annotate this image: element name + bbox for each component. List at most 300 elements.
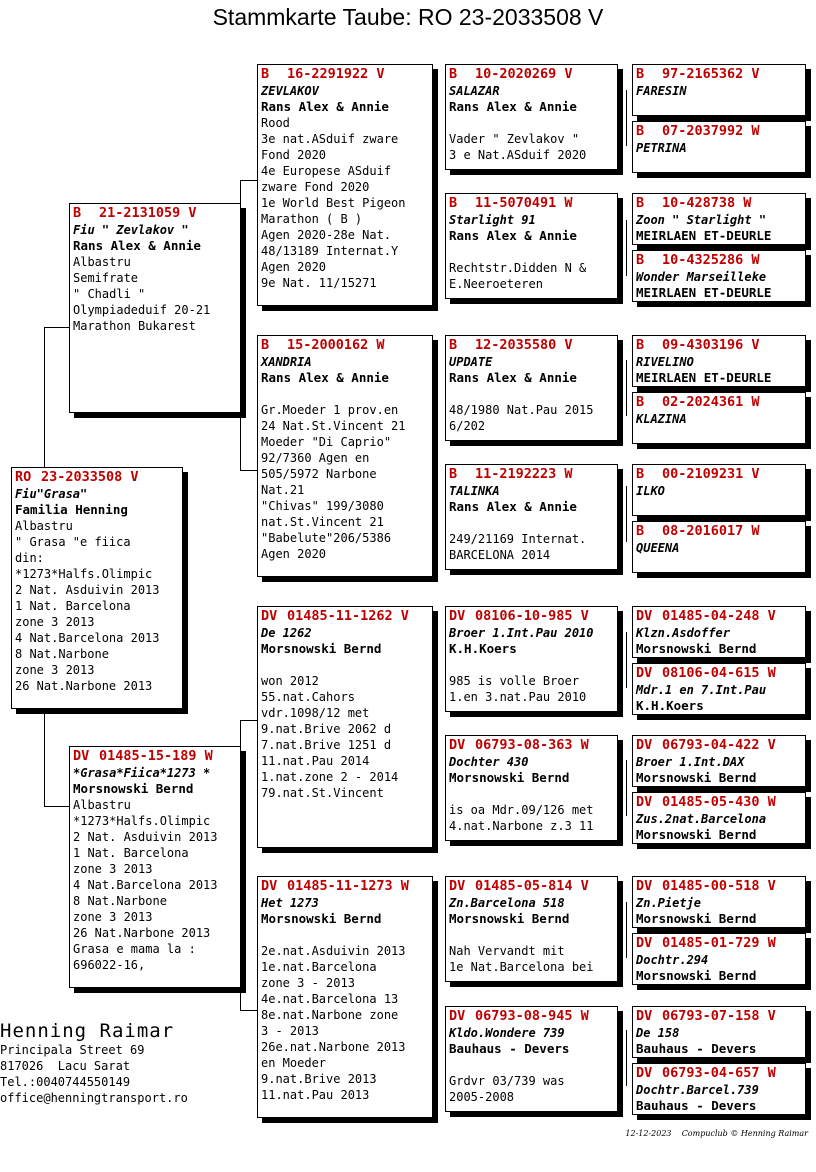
info-line: 2 Nat. Asduivin 2013 bbox=[15, 583, 160, 597]
sex-code: B bbox=[636, 252, 645, 268]
info-line: E.Neeroeteren bbox=[449, 277, 543, 291]
pedigree-card-g4-14 bbox=[632, 933, 806, 985]
info-line: Albastru bbox=[73, 798, 131, 812]
ring-number bbox=[636, 252, 802, 269]
ring-number bbox=[261, 608, 429, 625]
sex-code: DV bbox=[261, 608, 278, 624]
info-line: din: bbox=[15, 551, 44, 565]
ring-number bbox=[636, 935, 802, 952]
sex-code: B bbox=[636, 195, 645, 211]
ring-code: 01485-11-1262 V bbox=[287, 608, 409, 624]
ring-code: 01485-15-189 W bbox=[99, 748, 213, 764]
sex-code: B bbox=[73, 205, 82, 221]
connector-subject-mother bbox=[44, 710, 45, 806]
connector-g4g bbox=[626, 902, 627, 958]
pigeon-name: De 1262 bbox=[261, 626, 312, 640]
ring-number bbox=[449, 878, 614, 895]
ring-code: 06793-08-363 W bbox=[475, 737, 589, 753]
info-line: *1273*Halfs.Olimpic bbox=[73, 814, 211, 828]
ring-code: 06793-08-945 W bbox=[475, 1008, 589, 1024]
owner-name: Morsnowski Bernd bbox=[636, 968, 757, 983]
info-line: 249/21169 Internat. bbox=[449, 532, 587, 546]
info-line: Nat.21 bbox=[261, 483, 305, 497]
info-line: 26e.nat.Narbone 2013 bbox=[261, 1040, 406, 1054]
sex-code: B bbox=[636, 466, 645, 482]
owner-name: MEIRLAEN ET-DEURLE bbox=[636, 370, 772, 385]
info-line: 6/202 bbox=[449, 419, 486, 433]
connector-g4b bbox=[626, 220, 627, 276]
pedigree-card-g4-16 bbox=[632, 1063, 806, 1115]
owner-name: Bauhaus - Devers bbox=[636, 1041, 757, 1056]
pedigree-card-fmm bbox=[445, 464, 618, 570]
connector-g4h bbox=[626, 1030, 627, 1086]
ring-code: 97-2165362 V bbox=[662, 66, 760, 82]
ring-number bbox=[261, 878, 429, 895]
ring-number bbox=[636, 1008, 802, 1025]
ring-number bbox=[636, 523, 802, 540]
pigeon-name: KLAZINA bbox=[636, 412, 687, 426]
ring-code: 10-2020269 V bbox=[475, 66, 573, 82]
pigeon-name: Dochtr.Barcel.739 bbox=[636, 1083, 759, 1097]
pedigree-card-g4-15 bbox=[632, 1006, 806, 1058]
pigeon-name: Starlight 91 bbox=[449, 213, 536, 227]
sex-code: B bbox=[636, 123, 645, 139]
connector-g4f bbox=[626, 760, 627, 816]
pedigree-card-g4-3 bbox=[632, 193, 806, 245]
sex-code: B bbox=[636, 66, 645, 82]
ring-code: 01485-11-1273 W bbox=[287, 878, 409, 894]
pedigree-card-g4-9 bbox=[632, 606, 806, 658]
connector-g4a bbox=[626, 90, 627, 146]
connector-g3a bbox=[436, 116, 437, 236]
ring-number bbox=[636, 737, 802, 754]
ring-code: 23-2033508 V bbox=[41, 469, 139, 485]
info-line bbox=[449, 515, 614, 531]
ring-number bbox=[261, 337, 429, 354]
breeder-name: Henning Raimar bbox=[0, 1020, 175, 1042]
ring-number bbox=[636, 794, 802, 811]
sex-code: DV bbox=[636, 794, 653, 810]
sex-code: DV bbox=[636, 737, 653, 753]
ring-code: 15-2000162 W bbox=[287, 337, 385, 353]
pedigree-card-subject bbox=[11, 467, 183, 709]
info-line: is oa Mdr.09/126 met bbox=[449, 803, 594, 817]
footer-credit: 12-12-2023 Compuclub © Henning Raimar bbox=[625, 1129, 808, 1138]
pigeon-name: ILKO bbox=[636, 484, 665, 498]
ring-code: 06793-07-158 V bbox=[662, 1008, 776, 1024]
connector-g3c bbox=[436, 660, 437, 780]
pedigree-card-g4-12 bbox=[632, 792, 806, 844]
info-line: nat.St.Vincent 21 bbox=[261, 515, 384, 529]
owner-name: MEIRLAEN ET-DEURLE bbox=[636, 285, 772, 300]
info-line: 48/1980 Nat.Pau 2015 bbox=[449, 403, 594, 417]
pedigree-card-fm bbox=[257, 335, 433, 577]
info-line: 11.nat.Pau 2014 bbox=[261, 754, 370, 768]
ring-code: 01485-04-248 V bbox=[662, 608, 776, 624]
info-line: 9e Nat. 11/15271 bbox=[261, 276, 377, 290]
sex-code: DV bbox=[636, 608, 653, 624]
pigeon-name: Zus.2nat.Barcelona bbox=[636, 812, 767, 826]
pedigree-card-fff bbox=[445, 64, 618, 170]
pedigree-card-g4-11 bbox=[632, 735, 806, 787]
pigeon-name: FARESIN bbox=[636, 84, 687, 98]
ring-number bbox=[449, 737, 614, 754]
pigeon-name: Dochter 430 bbox=[449, 755, 529, 769]
owner-name: Rans Alex & Annie bbox=[73, 238, 201, 253]
pedigree-card-father bbox=[69, 203, 241, 413]
info-line: Nah Vervandt mit bbox=[449, 944, 565, 958]
info-line: 3e nat.ASduif zware bbox=[261, 132, 399, 146]
ring-code: 09-4303196 V bbox=[662, 337, 760, 353]
owner-name: Morsnowski Bernd bbox=[261, 911, 382, 926]
info-line: Agen 2020-28e Nat. bbox=[261, 228, 392, 242]
pigeon-name: Mdr.1 en 7.Int.Pau bbox=[636, 683, 767, 697]
info-line: 3 - 2013 bbox=[261, 1024, 319, 1038]
owner-name: Morsnowski Bernd bbox=[73, 781, 194, 796]
ring-code: 11-2192223 W bbox=[475, 466, 573, 482]
connector-g4e bbox=[626, 632, 627, 688]
sex-code: DV bbox=[449, 1008, 466, 1024]
pedigree-card-g4-10 bbox=[632, 663, 806, 715]
pigeon-name: Zoon " Starlight " bbox=[636, 213, 767, 227]
info-line: zone 3 2013 bbox=[73, 910, 153, 924]
owner-name: Morsnowski Bernd bbox=[636, 911, 757, 926]
info-line: "Chivas" 199/3080 bbox=[261, 499, 384, 513]
pedigree-card-g4-4 bbox=[632, 250, 806, 302]
sex-code: B bbox=[449, 66, 458, 82]
info-line: 9.nat.Brive 2062 d bbox=[261, 722, 392, 736]
pigeon-name: De 158 bbox=[636, 1026, 680, 1040]
info-line: " Chadli " bbox=[73, 287, 146, 301]
info-line: 505/5972 Narbone bbox=[261, 467, 377, 481]
info-line: zware Fond 2020 bbox=[261, 180, 370, 194]
owner-name: Bauhaus - Devers bbox=[636, 1098, 757, 1113]
sex-code: DV bbox=[636, 878, 653, 894]
ring-number bbox=[73, 748, 237, 765]
breeder-address-city: 817026 Lacu Sarat bbox=[0, 1059, 131, 1073]
ring-code: 00-2109231 V bbox=[662, 466, 760, 482]
sex-code: DV bbox=[636, 665, 653, 681]
ring-number bbox=[636, 394, 802, 411]
sex-code: B bbox=[261, 66, 270, 82]
connector-father-parents-h2 bbox=[240, 470, 258, 471]
info-line: Fond 2020 bbox=[261, 148, 327, 162]
ring-code: 10-4325286 W bbox=[662, 252, 760, 268]
ring-number bbox=[636, 466, 802, 483]
info-line bbox=[449, 657, 614, 673]
ring-number bbox=[636, 878, 802, 895]
sex-code: B bbox=[636, 337, 645, 353]
info-line: 1.en 3.nat.Pau 2010 bbox=[449, 690, 587, 704]
pigeon-name: QUEENA bbox=[636, 541, 680, 555]
sex-code: B bbox=[449, 466, 458, 482]
ring-number bbox=[449, 1008, 614, 1025]
info-line: Agen 2020 bbox=[261, 547, 327, 561]
info-line: 9.nat.Brive 2013 bbox=[261, 1072, 377, 1086]
pigeon-name: XANDRIA bbox=[261, 355, 312, 369]
pigeon-name: SALAZAR bbox=[449, 84, 500, 98]
owner-name: K.H.Koers bbox=[449, 641, 517, 656]
connector-subject-father bbox=[44, 327, 45, 468]
pedigree-card-ffm bbox=[445, 193, 618, 299]
pigeon-name: UPDATE bbox=[449, 355, 493, 369]
sex-code: B bbox=[636, 394, 645, 410]
info-line: 985 is volle Broer bbox=[449, 674, 580, 688]
pigeon-name: Fiu"Grasa" bbox=[15, 487, 88, 501]
ring-code: 08106-04-615 W bbox=[662, 665, 776, 681]
pedigree-card-mf bbox=[257, 606, 433, 848]
ring-code: 06793-04-422 V bbox=[662, 737, 776, 753]
pedigree-card-g4-6 bbox=[632, 392, 806, 444]
info-line: 8 Nat.Narbone bbox=[15, 647, 109, 661]
sex-code: DV bbox=[636, 1008, 653, 1024]
pigeon-name: Kldo.Wondere 739 bbox=[449, 1026, 565, 1040]
info-line: 11.nat.Pau 2013 bbox=[261, 1088, 370, 1102]
info-line: zone 3 2013 bbox=[15, 663, 95, 677]
ring-number bbox=[73, 205, 237, 222]
breeder-info bbox=[0, 1020, 188, 1106]
ring-number bbox=[636, 195, 802, 212]
ring-code: 11-5070491 W bbox=[475, 195, 573, 211]
pedigree-card-g4-1 bbox=[632, 64, 806, 116]
sex-code: DV bbox=[449, 737, 466, 753]
ring-number bbox=[636, 665, 802, 682]
pedigree-card-g4-8 bbox=[632, 521, 806, 573]
owner-name: Rans Alex & Annie bbox=[449, 499, 577, 514]
owner-name: Familia Henning bbox=[15, 502, 128, 517]
info-line: 8 Nat.Narbone bbox=[73, 894, 167, 908]
owner-name: Morsnowski Bernd bbox=[636, 770, 757, 785]
ring-code: 01485-01-729 W bbox=[662, 935, 776, 951]
owner-name: K.H.Koers bbox=[636, 698, 704, 713]
info-line: 1 Nat. Barcelona bbox=[15, 599, 131, 613]
sex-code: DV bbox=[449, 878, 466, 894]
info-line: Grdvr 03/739 was bbox=[449, 1074, 565, 1088]
sex-code: B bbox=[449, 337, 458, 353]
info-line: 696022-16, bbox=[73, 958, 146, 972]
owner-name: Rans Alex & Annie bbox=[449, 228, 577, 243]
info-line: 4 Nat.Barcelona 2013 bbox=[73, 878, 218, 892]
info-line: Gr.Moeder 1 prov.en bbox=[261, 403, 399, 417]
info-line: 1e Nat.Barcelona bei bbox=[449, 960, 594, 974]
info-line: 2e.nat.Asduivin 2013 bbox=[261, 944, 406, 958]
info-line: Albastru bbox=[73, 255, 131, 269]
info-line: 1.nat.zone 2 - 2014 bbox=[261, 770, 399, 784]
info-line: zone 3 - 2013 bbox=[261, 976, 355, 990]
sex-code: DV bbox=[449, 608, 466, 624]
ring-number bbox=[636, 123, 802, 140]
info-line: 1e World Best Pigeon bbox=[261, 196, 406, 210]
info-line: 26 Nat.Narbone 2013 bbox=[15, 679, 153, 693]
ring-code: 12-2035580 V bbox=[475, 337, 573, 353]
info-line: 48/13189 Internat.Y bbox=[261, 244, 399, 258]
connector-g4c bbox=[626, 360, 627, 416]
pigeon-name: Broer 1.Int.DAX bbox=[636, 755, 745, 769]
info-line bbox=[449, 386, 614, 402]
info-line: 26 Nat.Narbone 2013 bbox=[73, 926, 211, 940]
pedigree-card-mff bbox=[445, 606, 618, 712]
ring-number bbox=[449, 466, 614, 483]
pigeon-name: TALINKA bbox=[449, 484, 500, 498]
owner-name: Morsnowski Bernd bbox=[261, 641, 382, 656]
info-line: en Moeder bbox=[261, 1056, 327, 1070]
info-line: 24 Nat.St.Vincent 21 bbox=[261, 419, 406, 433]
info-line: zone 3 2013 bbox=[73, 862, 153, 876]
breeder-email: office@henningtransport.ro bbox=[0, 1091, 188, 1105]
connector-g4d bbox=[626, 486, 627, 542]
pigeon-name: RIVELINO bbox=[636, 355, 694, 369]
ring-code: 01485-00-518 V bbox=[662, 878, 776, 894]
sex-code: B bbox=[636, 523, 645, 539]
connector-mother-parents-h1 bbox=[240, 720, 258, 721]
info-line: 3 e Nat.ASduif 2020 bbox=[449, 148, 587, 162]
owner-name: Rans Alex & Annie bbox=[449, 99, 577, 114]
info-line: Olympiadeduif 20-21 bbox=[73, 303, 211, 317]
pigeon-name: Het 1273 bbox=[261, 896, 319, 910]
pigeon-name: Zn.Pietje bbox=[636, 896, 702, 910]
ring-code: 07-2037992 W bbox=[662, 123, 760, 139]
pigeon-name: Dochtr.294 bbox=[636, 953, 709, 967]
connector-mother-branch bbox=[44, 806, 70, 807]
connector-g3d bbox=[436, 930, 437, 1050]
info-line bbox=[449, 244, 614, 260]
ring-number bbox=[261, 66, 429, 83]
sex-code: DV bbox=[636, 935, 653, 951]
pedigree-card-mfm bbox=[445, 735, 618, 841]
breeder-address-street: Principala Street 69 bbox=[0, 1043, 145, 1057]
ring-code: 01485-05-814 V bbox=[475, 878, 589, 894]
ring-code: 02-2024361 W bbox=[662, 394, 760, 410]
owner-name: Rans Alex & Annie bbox=[449, 370, 577, 385]
info-line bbox=[449, 1057, 614, 1073]
info-line bbox=[449, 115, 614, 131]
pedigree-card-fmf bbox=[445, 335, 618, 441]
info-line: 4e.nat.Barcelona 13 bbox=[261, 992, 399, 1006]
info-line bbox=[261, 927, 429, 943]
pigeon-name: Zn.Barcelona 518 bbox=[449, 896, 565, 910]
ring-number bbox=[636, 337, 802, 354]
ring-number bbox=[449, 195, 614, 212]
owner-name: Morsnowski Bernd bbox=[449, 770, 570, 785]
sex-code: DV bbox=[636, 1065, 653, 1081]
pigeon-name: Klzn.Asdoffer bbox=[636, 626, 730, 640]
info-line: 55.nat.Cahors bbox=[261, 690, 355, 704]
pigeon-name: PETRINA bbox=[636, 141, 687, 155]
connector-mother-parents-h2 bbox=[240, 1010, 258, 1011]
ring-number bbox=[449, 66, 614, 83]
pedigree-card-g4-5 bbox=[632, 335, 806, 387]
owner-name: Rans Alex & Annie bbox=[261, 370, 389, 385]
breeder-phone: Tel.:0040744550149 bbox=[0, 1075, 131, 1089]
info-line: 4e Europese ASduif bbox=[261, 164, 392, 178]
sex-code: DV bbox=[73, 748, 90, 764]
info-line: 92/7360 Agen en bbox=[261, 451, 370, 465]
info-line: 4 Nat.Barcelona 2013 bbox=[15, 631, 160, 645]
pedigree-card-g4-2 bbox=[632, 121, 806, 173]
info-line: *1273*Halfs.Olimpic bbox=[15, 567, 153, 581]
info-line: 4.nat.Narbone z.3 11 bbox=[449, 819, 594, 833]
ring-code: 21-2131059 V bbox=[99, 205, 197, 221]
info-line: Albastru bbox=[15, 519, 73, 533]
info-line: Semifrate bbox=[73, 271, 139, 285]
sex-code: B bbox=[449, 195, 458, 211]
pigeon-name: *Grasa*Fiica*1273 * bbox=[73, 766, 211, 780]
info-line: Rood bbox=[261, 116, 290, 130]
ring-number bbox=[449, 608, 614, 625]
pigeon-name: ZEVLAKOV bbox=[261, 84, 319, 98]
info-line: 2005-2008 bbox=[449, 1090, 515, 1104]
info-line bbox=[449, 786, 614, 802]
ring-code: 01485-05-430 W bbox=[662, 794, 776, 810]
page-title: Stammkarte Taube: RO 23-2033508 V bbox=[212, 4, 604, 30]
info-line: Agen 2020 bbox=[261, 260, 327, 274]
owner-name: Bauhaus - Devers bbox=[449, 1041, 570, 1056]
ring-number bbox=[15, 469, 179, 486]
info-line: 2 Nat. Asduivin 2013 bbox=[73, 830, 218, 844]
ring-code: 08106-10-985 V bbox=[475, 608, 589, 624]
info-line bbox=[449, 927, 614, 943]
sex-code: B bbox=[261, 337, 270, 353]
info-line bbox=[261, 657, 429, 673]
info-line: vdr.1098/12 met bbox=[261, 706, 370, 720]
sex-code: DV bbox=[261, 878, 278, 894]
info-line: 8e.nat.Narbone zone bbox=[261, 1008, 399, 1022]
info-line: Marathon ( B ) bbox=[261, 212, 363, 226]
owner-name: Morsnowski Bernd bbox=[636, 641, 757, 656]
info-line bbox=[261, 386, 429, 402]
ring-code: 16-2291922 V bbox=[287, 66, 385, 82]
connector-father-parents-h1 bbox=[240, 180, 258, 181]
info-line: Marathon Bukarest bbox=[73, 319, 196, 333]
ring-number bbox=[636, 608, 802, 625]
connector-father-branch bbox=[44, 327, 70, 328]
pedigree-card-g4-7 bbox=[632, 464, 806, 516]
info-line: Grasa e mama la : bbox=[73, 942, 196, 956]
info-line: 1 Nat. Barcelona bbox=[73, 846, 189, 860]
pedigree-card-mm bbox=[257, 876, 433, 1118]
info-line: " Grasa "e fiica bbox=[15, 535, 131, 549]
info-line: zone 3 2013 bbox=[15, 615, 95, 629]
info-line: BARCELONA 2014 bbox=[449, 548, 551, 562]
ring-number bbox=[449, 337, 614, 354]
ring-code: 06793-04-657 W bbox=[662, 1065, 776, 1081]
ring-code: 08-2016017 W bbox=[662, 523, 760, 539]
owner-name: Morsnowski Bernd bbox=[636, 827, 757, 842]
info-line: 79.nat.St.Vincent bbox=[261, 786, 384, 800]
pedigree-card-ff bbox=[257, 64, 433, 306]
pigeon-name: Wonder Marseilleke bbox=[636, 270, 767, 284]
info-line: Rechtstr.Didden N & bbox=[449, 261, 587, 275]
pedigree-card-mother bbox=[69, 746, 241, 988]
info-line: Moeder "Di Caprio" bbox=[261, 435, 392, 449]
info-line: won 2012 bbox=[261, 674, 319, 688]
pedigree-card-mmf bbox=[445, 876, 618, 982]
pedigree-card-mmm bbox=[445, 1006, 618, 1112]
ring-number bbox=[636, 66, 802, 83]
info-line: "Babelute"206/5386 bbox=[261, 531, 392, 545]
info-line: 1e.nat.Barcelona bbox=[261, 960, 377, 974]
ring-code: 10-428738 W bbox=[662, 195, 752, 211]
owner-name: Morsnowski Bernd bbox=[449, 911, 570, 926]
pedigree-card-g4-13 bbox=[632, 876, 806, 928]
owner-name: MEIRLAEN ET-DEURLE bbox=[636, 228, 772, 243]
info-line: Vader " Zevlakov " bbox=[449, 132, 580, 146]
pigeon-name: Fiu " Zevlakov " bbox=[73, 223, 189, 237]
pigeon-name: Broer 1.Int.Pau 2010 bbox=[449, 626, 594, 640]
owner-name: Rans Alex & Annie bbox=[261, 99, 389, 114]
sex-code: RO bbox=[15, 469, 32, 485]
ring-number bbox=[636, 1065, 802, 1082]
